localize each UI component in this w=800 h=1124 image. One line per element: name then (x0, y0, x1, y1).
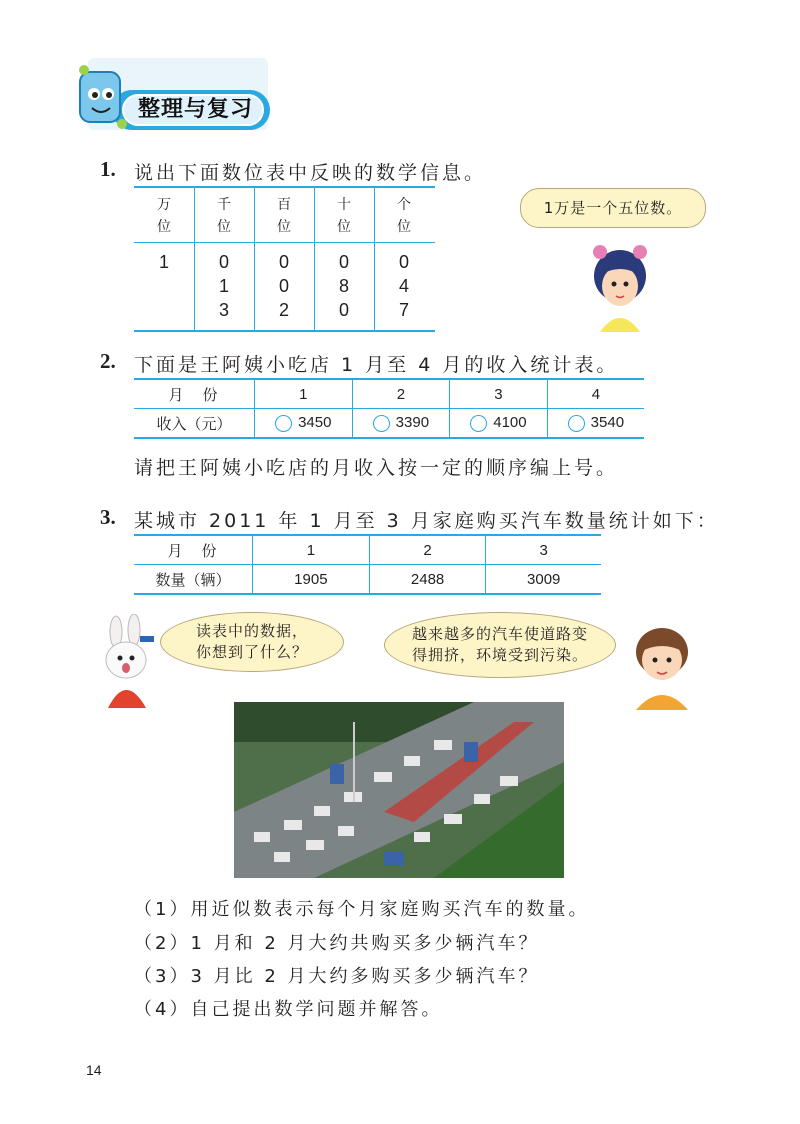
income-table-income-label: 收入（元） (134, 409, 255, 439)
place-column-ge: 0 4 7 (398, 252, 409, 320)
girl-character-icon (590, 236, 650, 336)
rabbit-character-icon (96, 614, 160, 710)
q2-number: 2. (100, 349, 116, 373)
subquestion-2: （2）1 月和 2 月大约共购买多少辆汽车？ (134, 933, 540, 954)
q1-text: 说出下面数位表中反映的数学信息。 (134, 162, 487, 184)
order-circle-icon[interactable] (470, 415, 487, 432)
computer-mascot-icon (74, 62, 130, 138)
income-cell: 3390 (352, 409, 450, 439)
car-purchase-table (134, 534, 601, 595)
car-count-cell: 1905 (253, 565, 370, 595)
place-column-wan: 1 (158, 252, 169, 272)
q3-number: 3. (100, 505, 116, 529)
place-column-qian: 0 1 3 (218, 252, 229, 320)
place-header-bai: 百 位 (277, 197, 291, 235)
subquestion-4: （4）自己提出数学问题并解答。 (134, 999, 443, 1020)
order-circle-icon[interactable] (373, 415, 390, 432)
speech-bubble-rabbit: 读表中的数据， 你想到了什么？ (160, 612, 344, 672)
place-header-ge: 个 位 (397, 197, 411, 235)
speech-bubble-place-value: 1万是一个五位数。 (520, 188, 706, 228)
order-circle-icon[interactable] (568, 415, 585, 432)
place-column-shi: 0 8 0 (338, 252, 349, 320)
income-month-cell: 1 (255, 379, 353, 409)
income-cell: 3540 (547, 409, 644, 439)
q1-number: 1. (100, 157, 116, 181)
speech-bubble-boy: 越来越多的汽车使道路变 得拥挤，环境受到污染。 (384, 612, 616, 678)
place-value-table (134, 186, 435, 332)
income-cell: 4100 (450, 409, 548, 439)
place-header-qian: 千 位 (217, 197, 231, 235)
place-column-bai: 0 0 2 (278, 252, 289, 320)
car-table-count-label: 数量（辆） (134, 565, 253, 595)
car-table-month-label: 月 份 (134, 535, 253, 565)
car-month-cell: 3 (486, 535, 601, 565)
section-title: 整理与复习 (138, 97, 254, 122)
income-month-cell: 2 (352, 379, 450, 409)
place-header-wan: 万 位 (157, 197, 171, 235)
income-cell: 3450 (255, 409, 353, 439)
page-number: 14 (86, 1062, 102, 1078)
car-month-cell: 1 (253, 535, 370, 565)
income-month-cell: 4 (547, 379, 644, 409)
q2-text: 下面是王阿姨小吃店 1 月至 4 月的收入统计表。 (134, 354, 619, 376)
traffic-jam-photo (234, 702, 564, 878)
income-table (134, 378, 644, 439)
income-table-month-label: 月 份 (134, 379, 255, 409)
order-circle-icon[interactable] (275, 415, 292, 432)
place-header-shi: 十 位 (337, 197, 351, 235)
subquestion-3: （3）3 月比 2 月大约多购买多少辆汽车？ (134, 966, 540, 987)
boy-character-icon (626, 614, 698, 710)
car-count-cell: 2488 (369, 565, 486, 595)
subquestion-1: （1）用近似数表示每个月家庭购买汽车的数量。 (134, 899, 590, 920)
car-count-cell: 3009 (486, 565, 601, 595)
q2-instruction: 请把王阿姨小吃店的月收入按一定的顺序编上号。 (134, 457, 619, 479)
income-month-cell: 3 (450, 379, 548, 409)
car-month-cell: 2 (369, 535, 486, 565)
q3-text: 某城市 2011 年 1 月至 3 月家庭购买汽车数量统计如下： (134, 510, 719, 532)
